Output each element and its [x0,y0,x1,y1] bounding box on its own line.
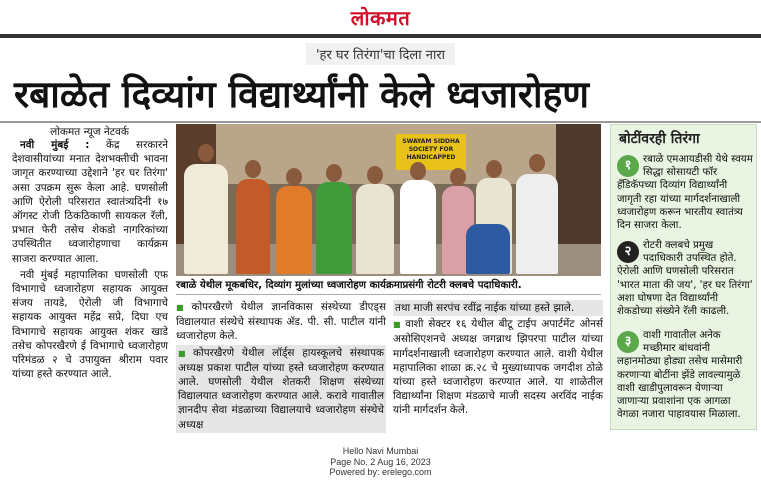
headline-rule [0,121,761,123]
number-badge: ३ [617,331,639,353]
bullet-text: कोपरखैरणे येथील लॉर्ड्स हायस्कूलचे संस्थापक अध्यक्ष प्रकाश पाटील यांच्या हस्ते ध्वजारोहण करण्यात आले. घणसोली येथील शेतकरी शिक्षण संस्थेच्या विद्यालयात ध्वजारोहण करण्यात आले. करावे गावातील ज्ञानदीप सेवा मंडळाच्या विद्यालयाचे ध्वजारोहण संस्थेचे अध्यक्ष [178,346,384,431]
news-photo [176,124,601,276]
top-rule [0,34,761,38]
article-column-3 [393,300,603,419]
page-footer [0,446,761,478]
kicker: 'हर घर तिरंगा'चा दिला नारा [306,43,455,65]
sidebar-item-text: रबाळे एमआयडीसी येथे स्वयम सिद्धा सोसायटी फॉर हँडिकॅपच्या दिव्यांग विद्यार्थ्यांनी जागृती रहा यांच्या मार्गदर्शनाखाली ध्वजारोहण करून भारतीय स्वातंत्र्य दिन साजरा केला. [617,154,753,232]
article-column-2 [176,300,386,434]
footer-publication: Hello Navi Mumbai [342,446,419,456]
society-banner: SWAYAM SIDDHA SOCIETY FOR HANDICAPPED [396,134,466,170]
sidebar-title: बोटींवरही तिरंगा [619,131,700,147]
bullet-square-icon: ■ [178,348,191,358]
article-column-1 [12,138,168,383]
sidebar-box [610,124,757,430]
footer-powered-by: Powered by: erelego.com [329,467,432,477]
number-badge: १ [617,155,639,177]
dateline: नवी मुंबई : [20,139,90,151]
paragraph-text: केंद्र सरकारने देशवासीयांच्या मनात देशभक्तीची भावना जागृत करण्याच्या उद्देशाने 'हर घर तिरंगा' असा उपक्रम सुरू केला आहे. घणसोली आणि ऐरोली परिसरात स्वातंत्र्यदिनी १७ ऑगस्ट रोजी ठिकठिकाणी सायकल रॅली, प्रभात फेरी तसेच शेकडो नागरिकांच्या उपस्थितीत ध्वजारोहणाचा कार्यक्रम साजरा करण्यात आला. [12,139,169,265]
bullet-item [393,317,603,417]
sidebar-item-text: वाशी गावातील अनेक मच्छीमार बांधवांनी लहानमोठ्या होड्या तसेच मासेमारी करणाऱ्या बोटींना झेंडे लावल्यामुळे वाशी खाडीपुलावरून येणाऱ्या जाणाऱ्या प्रवाशांना एक आगळा वेगळा नजारा पाहावयास मिळाला. [617,330,743,421]
bullet-text: वाशी सेक्टर १६ येथील बीटू टाईप अपार्टमेंट ओनर्स असोसिएशनचे अध्यक्ष जगन्नाथ झिपरपा पाटील यांच्या मार्गदर्शनाखाली ध्वजारोहण करण्यात आले. वाशी येथील महापालिका शाळा क्र.२८ चे मुख्याध्यापक जगदीश ठोळे यांच्या हस्ते ध्वजारोहण करण्यात आले. या शाळेतील विद्यार्थ्यांना शिक्षण मंडळाचे माजी सदस्य अरविंद नाईक यांनी मार्गदर्शन केले. [393,318,603,417]
sidebar-item-text: रोटरी क्लबचे प्रमुख पदाधिकारी उपस्थित होते. ऐरोली आणि घणसोली परिसरात 'भारत माता की जय', 'हर घर तिरंगा' अशा घोषणा देत विद्यार्थ्यांनी शेकडोच्या संख्येने रॅली काढली. [617,240,753,318]
number-badge: २ [617,241,639,263]
footer-page-date: Page No. 2 Aug 16, 2023 [330,456,431,467]
sidebar-item [617,239,753,318]
continued-text: तथा माजी सरपंच रवींद्र नाईक यांच्या हस्ते झाले. [393,300,603,316]
paragraph [12,138,168,266]
headline: रबाळेत दिव्यांग विद्यार्थ्यांनी केले ध्वजारोहण [14,73,589,116]
sidebar-item [617,329,753,421]
photo-caption: रबाळे येथील मूकबधिर, दिव्यांग मुलांच्या ध्वजारोहण कार्यक्रमाप्रसंगी रोटरी क्लबचे पदाधिकारी. [176,280,522,291]
kicker-bar [0,43,761,65]
paragraph: नवी मुंबई महापालिका घणसोली एफ विभागाचे ध्वजारोहण सहायक आयुक्त संजय तायडे, ऐरोली जी विभागाचे सहायक आयुक्त महेंद्र सप्रे, दिघा एच विभागाचे सहायक आयुक्त शंकर खाडे तसेच कोपरखैरणे ई विभागाचे ध्वजारोहण परिमंडळ २ चे उपायुक्त श्रीराम पवार यांच्या हस्ते करण्यात आले. [12,268,168,381]
bullet-item-highlighted [176,345,386,433]
masthead-logo: लोकमत [350,6,411,30]
bullet-square-icon: ■ [393,320,403,330]
bullet-text: कोपरखैरणे येथील ज्ञानविकास संस्थेच्या डीएड्स विद्यालयात संस्थेचे संस्थापक ॲड. पी. सी. पाटील यांनी ध्वजारोहण केले. [176,301,386,343]
bullet-item [176,300,386,344]
byline: लोकमत न्यूज नेटवर्क [50,126,129,138]
sidebar-item [617,153,753,232]
caption-rule [176,294,601,295]
bullet-square-icon: ■ [176,303,189,312]
